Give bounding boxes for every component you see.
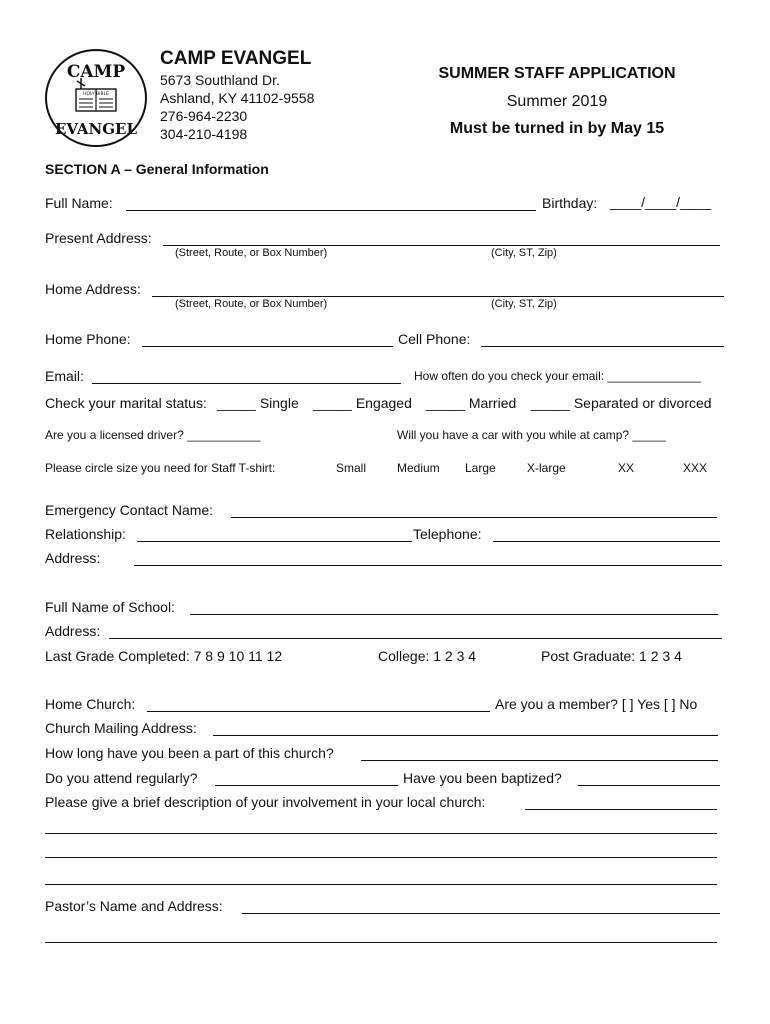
full-name-field[interactable] bbox=[126, 210, 536, 211]
tshirt-size-small[interactable]: Small bbox=[336, 461, 367, 475]
emergency-contact-field[interactable] bbox=[231, 517, 717, 518]
baptized-label: Have you been baptized? bbox=[403, 770, 562, 786]
tshirt-size-xlarge[interactable]: X-large bbox=[527, 461, 566, 475]
email-frequency-question[interactable]: How often do you check your email: ______________ bbox=[414, 369, 701, 383]
present-address-label: Present Address: bbox=[45, 230, 152, 246]
email-label: Email: bbox=[45, 368, 84, 384]
emergency-telephone-label: Telephone: bbox=[413, 526, 482, 542]
attend-regularly-field[interactable] bbox=[215, 785, 398, 786]
marital-status-label: Check your marital status: bbox=[45, 395, 207, 411]
school-name-label: Full Name of School: bbox=[45, 599, 175, 615]
pastor-line[interactable] bbox=[45, 942, 717, 943]
home-address-field[interactable] bbox=[152, 296, 724, 297]
tshirt-size-xx[interactable]: XX bbox=[618, 461, 635, 475]
involvement-line[interactable] bbox=[45, 857, 717, 858]
licensed-driver-question[interactable]: Are you a licensed driver? ___________ bbox=[45, 428, 261, 442]
home-address-label: Home Address: bbox=[45, 281, 141, 297]
involvement-line[interactable] bbox=[45, 833, 717, 834]
marital-option-married[interactable]: _____ Married bbox=[426, 395, 517, 411]
baptized-field[interactable] bbox=[578, 785, 720, 786]
birthday-field[interactable]: ____/____/____ bbox=[610, 194, 712, 210]
church-duration-field[interactable] bbox=[361, 760, 718, 761]
tshirt-size-large[interactable]: Large bbox=[465, 461, 496, 475]
pastor-field[interactable] bbox=[242, 913, 720, 914]
marital-option-engaged[interactable]: _____ Engaged bbox=[313, 395, 412, 411]
pastor-label: Pastor’s Name and Address: bbox=[45, 898, 223, 914]
present-address-field[interactable] bbox=[163, 245, 720, 246]
school-name-field[interactable] bbox=[190, 614, 718, 615]
present-city-hint: (City, ST, Zip) bbox=[491, 247, 557, 259]
tshirt-size-medium[interactable]: Medium bbox=[397, 461, 440, 475]
logo-bottom-text: EVANGEL bbox=[54, 120, 138, 138]
emergency-telephone-field[interactable] bbox=[493, 541, 720, 542]
attend-regularly-label: Do you attend regularly? bbox=[45, 770, 198, 786]
home-church-label: Home Church: bbox=[45, 696, 136, 712]
org-phone-2: 304-210-4198 bbox=[160, 126, 248, 142]
involvement-line[interactable] bbox=[45, 884, 717, 885]
involvement-field[interactable] bbox=[525, 809, 717, 810]
involvement-label: Please give a brief description of your involvement in your local church: bbox=[45, 794, 486, 810]
church-mailing-label: Church Mailing Address: bbox=[45, 720, 197, 736]
cell-phone-label: Cell Phone: bbox=[398, 331, 471, 347]
marital-option-separated[interactable]: _____ Separated or divorced bbox=[531, 395, 712, 411]
post-graduate-years[interactable]: Post Graduate: 1 2 3 4 bbox=[541, 648, 682, 664]
section-a-heading: SECTION A – General Information bbox=[45, 161, 269, 177]
home-phone-field[interactable] bbox=[142, 346, 393, 347]
college-years[interactable]: College: 1 2 3 4 bbox=[378, 648, 477, 664]
relationship-field[interactable] bbox=[137, 541, 412, 542]
emergency-address-label: Address: bbox=[45, 550, 101, 566]
last-grade-completed[interactable]: Last Grade Completed: 7 8 9 10 11 12 bbox=[45, 648, 283, 664]
org-name: CAMP EVANGEL bbox=[160, 48, 312, 69]
emergency-address-field[interactable] bbox=[134, 565, 722, 566]
school-address-label: Address: bbox=[45, 623, 101, 639]
school-address-field[interactable] bbox=[109, 638, 722, 639]
home-street-hint: (Street, Route, or Box Number) bbox=[175, 298, 328, 310]
camp-evangel-logo bbox=[44, 48, 148, 148]
tshirt-size-label: Please circle size you need for Staff T-shirt: bbox=[45, 461, 276, 475]
org-address-line2: Ashland, KY 41102-9558 bbox=[160, 90, 315, 106]
home-city-hint: (City, ST, Zip) bbox=[491, 298, 557, 310]
car-at-camp-question[interactable]: Will you have a car with you while at camp? _____ bbox=[397, 428, 666, 442]
logo-book-text: HOLY BIBLE bbox=[83, 92, 109, 97]
church-member-question[interactable]: Are you a member? [ ] Yes [ ] No bbox=[495, 696, 698, 712]
full-name-label: Full Name: bbox=[45, 195, 113, 211]
present-street-hint: (Street, Route, or Box Number) bbox=[175, 247, 328, 259]
home-phone-label: Home Phone: bbox=[45, 331, 131, 347]
cell-phone-field[interactable] bbox=[481, 346, 724, 347]
relationship-label: Relationship: bbox=[45, 526, 126, 542]
tshirt-size-xxx[interactable]: XXX bbox=[683, 461, 708, 475]
org-address-line1: 5673 Southland Dr. bbox=[160, 72, 280, 88]
birthday-label: Birthday: bbox=[542, 195, 598, 211]
emergency-contact-label: Emergency Contact Name: bbox=[45, 502, 214, 518]
church-duration-label: How long have you been a part of this church? bbox=[45, 745, 334, 761]
form-deadline: Must be turned in by May 15 bbox=[449, 120, 665, 137]
form-season: Summer 2019 bbox=[506, 93, 608, 110]
logo-top-text: CAMP bbox=[66, 62, 126, 82]
church-mailing-field[interactable] bbox=[213, 735, 718, 736]
email-field[interactable] bbox=[92, 383, 401, 384]
form-title: SUMMER STAFF APPLICATION bbox=[438, 65, 676, 82]
home-church-field[interactable] bbox=[147, 711, 490, 712]
marital-option-single[interactable]: _____ Single bbox=[217, 395, 299, 411]
org-phone-1: 276-964-2230 bbox=[160, 108, 248, 124]
